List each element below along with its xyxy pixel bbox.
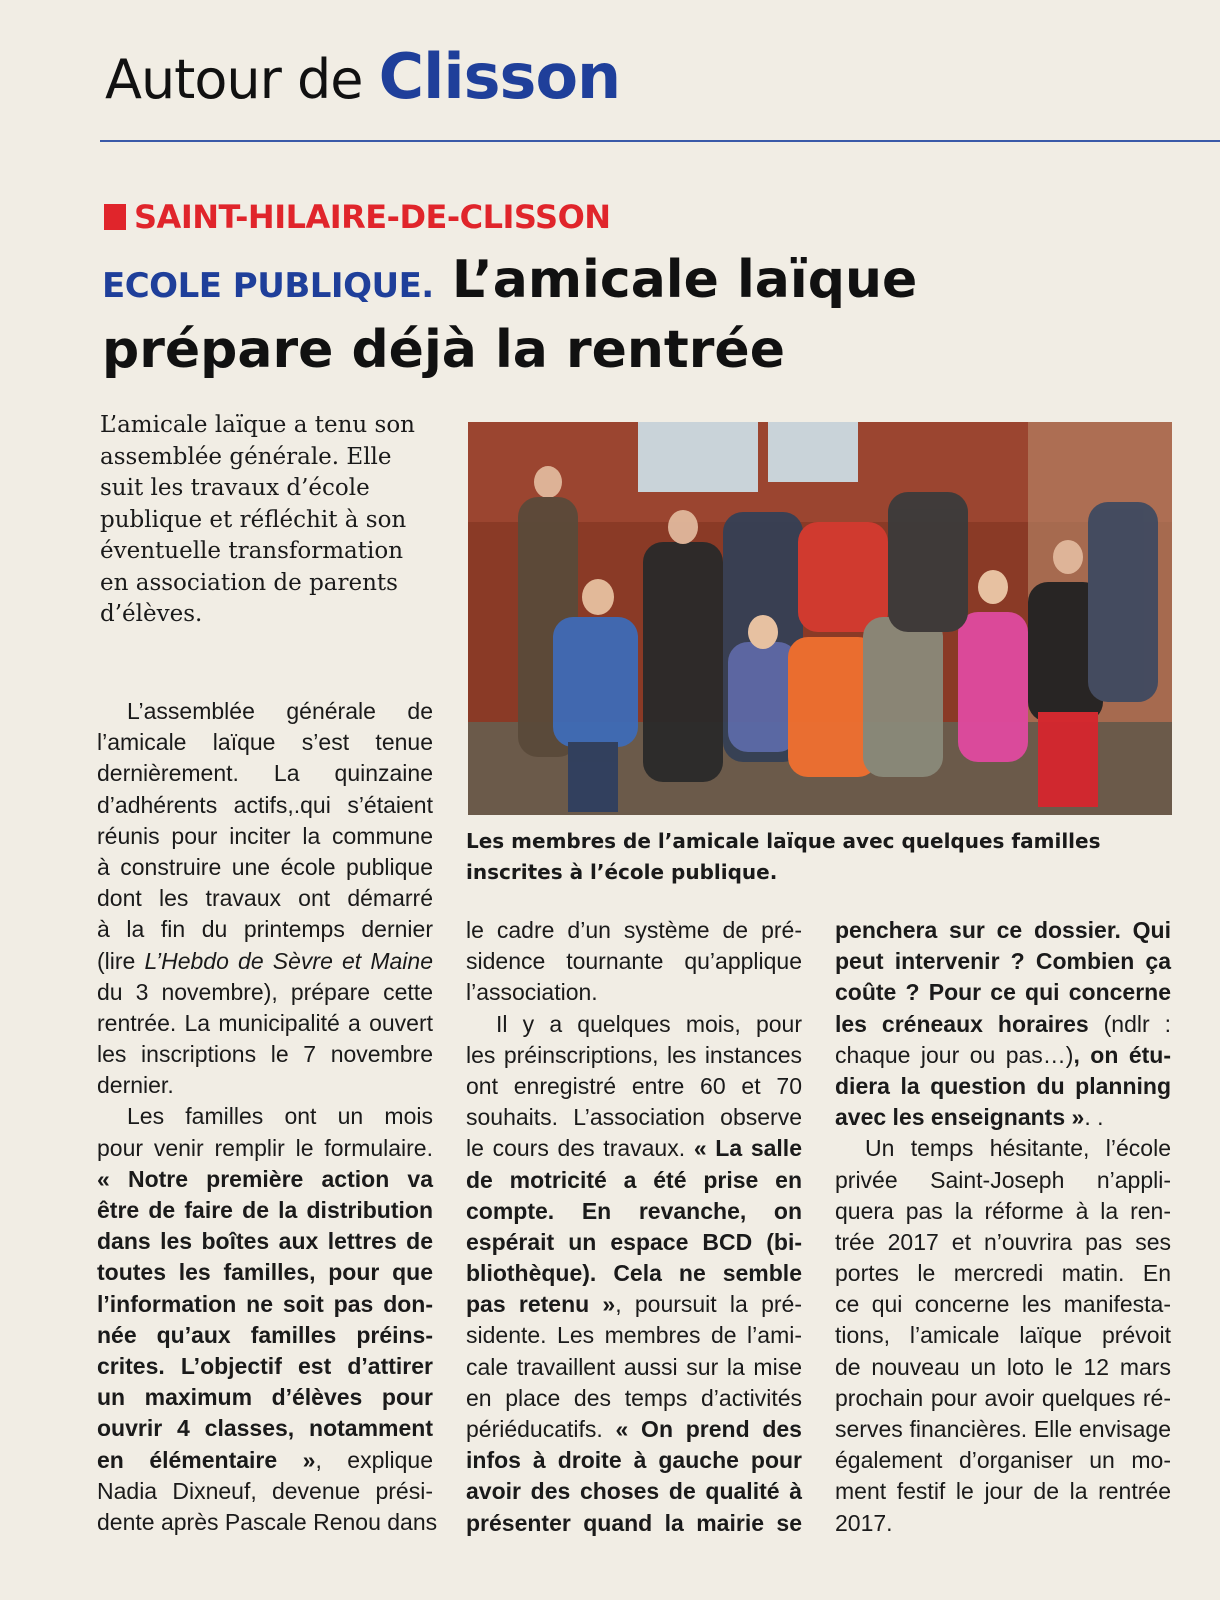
text-line: [466, 1414, 802, 1445]
text-segment: d’adhérents actifs,.qui s’étaient: [97, 791, 433, 818]
text-segment: privée Saint-Joseph n’appli-: [835, 1166, 1171, 1193]
headline-line2: prépare déjà la rentrée: [102, 320, 785, 380]
text-segment: cale travaillent aussi sur la mise: [466, 1353, 802, 1380]
text-segment: les inscriptions le 7 novembre: [97, 1041, 433, 1068]
text-segment: . .: [1084, 1104, 1104, 1131]
text-line: [835, 1445, 1171, 1476]
text-segment: Les familles ont un mois: [127, 1103, 433, 1130]
text-segment: espérait un espace BCD (bi-: [466, 1228, 802, 1255]
article-column-2: [466, 915, 802, 1539]
text-segment: infos à droite à gauche pour: [466, 1447, 802, 1474]
text-line: [835, 946, 1171, 977]
text-segment: être de faire de la distribution: [97, 1197, 433, 1223]
text-segment: peut intervenir ? Combien ça: [835, 948, 1171, 975]
text-line: [835, 1289, 1171, 1320]
text-segment: coûte ? Pour ce qui concerne: [835, 979, 1171, 1006]
text-line: [97, 977, 433, 1008]
text-segment: souhaits. L’association observe: [466, 1104, 802, 1131]
text-segment: l’information ne soit pas don-: [97, 1290, 433, 1317]
text-line: [466, 1445, 802, 1476]
text-segment: pas retenu »: [466, 1291, 616, 1318]
text-segment: périéducatifs.: [466, 1416, 616, 1442]
text-segment: le cours des travaux.: [466, 1135, 694, 1162]
text-segment: de nouveau un loto le 12 mars: [835, 1353, 1171, 1380]
text-line: [97, 946, 433, 977]
text-line: [466, 1227, 802, 1258]
text-line: [97, 1070, 433, 1101]
text-line: [835, 1258, 1171, 1289]
text-segment: , on étu-: [1073, 1041, 1171, 1068]
text-segment: à la fin du printemps dernier: [97, 916, 433, 943]
text-line: [835, 977, 1171, 1008]
publication-title: L’Hebdo de Sèvre et Maine: [144, 947, 433, 974]
text-segment: avoir des choses de qualité à: [466, 1478, 802, 1505]
text-segment: serves financières. Elle envisage: [835, 1416, 1171, 1442]
text-segment: ce qui concerne les manifesta-: [835, 1291, 1171, 1318]
text-line: [97, 1133, 433, 1164]
text-line: [97, 1164, 433, 1195]
text-segment: présenter quand la mairie se: [466, 1509, 802, 1536]
text-segment: avec les enseignants »: [835, 1104, 1085, 1131]
text-line: [835, 1383, 1171, 1414]
text-line: [97, 1101, 433, 1132]
text-line: [97, 1195, 433, 1226]
text-segment: (ndlr :: [1088, 1010, 1171, 1037]
text-line: [97, 1289, 433, 1320]
text-line: [97, 1413, 433, 1444]
text-segment: quera pas la réforme à la ren-: [835, 1197, 1171, 1224]
text-line: [97, 1382, 433, 1413]
text-segment: Nadia Dixneuf, devenue prési-: [97, 1477, 433, 1504]
lead-paragraph: L’amicale laïque a tenu son assemblée générale. Elle suit les travaux d’école publique et réfléchit à son éventuelle transformation en association de parents d’élèves.: [100, 412, 415, 627]
text-line: [466, 1258, 802, 1289]
text-line: [97, 852, 433, 883]
section-rule: [100, 140, 1220, 142]
text-segment: dont les travaux ont démarré: [97, 885, 433, 912]
text-line: [835, 1508, 1171, 1539]
text-line: [466, 1352, 802, 1383]
text-segment: à construire une école publique: [97, 853, 433, 880]
text-segment: du 3 novembre), prépare cette: [97, 978, 433, 1005]
kicker: [104, 198, 611, 236]
headline-line1: L’amicale laïque: [451, 250, 918, 310]
text-line: [835, 1227, 1171, 1258]
text-line: [466, 977, 802, 1008]
text-line: [97, 821, 433, 852]
text-segment: les créneaux horaires: [835, 1010, 1089, 1037]
text-segment: un maximum d’élèves pour: [97, 1384, 433, 1411]
text-segment: l’association.: [466, 979, 598, 1006]
text-line: [97, 1008, 433, 1039]
text-segment: portes le mercredi matin. En: [835, 1260, 1171, 1287]
text-segment: de motricité a été prise en: [466, 1166, 802, 1193]
text-line: [466, 1071, 802, 1102]
text-segment: trée 2017 et n’ouvrira pas ses: [835, 1228, 1171, 1255]
text-line: [835, 1414, 1171, 1445]
text-segment: crites. L’objectif est d’attirer: [97, 1352, 433, 1379]
text-segment: en élémentaire »: [97, 1446, 316, 1473]
text-segment: toutes les familles, pour que: [97, 1259, 433, 1286]
text-segment: sidente. Les membres de l’ami-: [466, 1322, 802, 1349]
text-segment: 2017.: [835, 1509, 893, 1536]
section-city: Clisson: [378, 40, 621, 113]
article-column-1: [97, 696, 438, 1538]
headline-label: ECOLE PUBLIQUE.: [102, 266, 434, 306]
text-line: [97, 1039, 433, 1070]
text-line: [97, 883, 433, 914]
text-line: [466, 1133, 802, 1164]
text-segment: prochain pour avoir quelques ré-: [835, 1384, 1171, 1411]
text-segment: ont enregistré entre 60 et 70: [466, 1072, 802, 1099]
text-line: [835, 1476, 1171, 1507]
text-segment: , poursuit la pré-: [615, 1291, 802, 1318]
text-line: [835, 1040, 1171, 1071]
text-line: [97, 914, 433, 945]
text-segment: ouvrir 4 classes, notamment: [97, 1415, 433, 1442]
kicker-square-icon: [104, 204, 126, 230]
text-line: [97, 1351, 433, 1382]
text-line: [466, 1165, 802, 1196]
text-line: [466, 1196, 802, 1227]
text-line: [97, 1507, 438, 1538]
text-line: [835, 1320, 1171, 1351]
text-line: [835, 1133, 1171, 1164]
text-segment: (lire: [97, 947, 145, 974]
text-line: [466, 1383, 802, 1414]
text-segment: sidence tournante qu’applique: [466, 948, 802, 975]
text-segment: également d’organiser un mo-: [835, 1447, 1171, 1474]
headline: [102, 248, 1192, 382]
text-line: [466, 1476, 802, 1507]
text-line: [835, 1352, 1171, 1383]
text-line: [97, 696, 433, 727]
text-segment: dans les boîtes aux lettres de: [97, 1228, 433, 1255]
text-segment: dente après Pascale Renou dans: [97, 1508, 438, 1535]
text-segment: « La salle: [693, 1135, 802, 1162]
text-segment: chaque jour ou pas…): [835, 1041, 1074, 1068]
text-segment: les préinscriptions, les instances: [466, 1041, 802, 1068]
text-segment: , explique: [315, 1446, 433, 1473]
text-segment: ment festif le jour de la rentrée: [835, 1478, 1171, 1505]
text-segment: réunis pour inciter la commune: [97, 822, 433, 849]
text-line: [835, 1165, 1171, 1196]
text-line: [466, 1040, 802, 1071]
text-segment: bliothèque). Cela ne semble: [466, 1260, 802, 1287]
text-line: [466, 1320, 802, 1351]
text-segment: Il y a quelques mois, pour: [496, 1010, 802, 1037]
text-line: [466, 1102, 802, 1133]
text-line: [97, 1257, 433, 1288]
text-segment: « On prend des: [615, 1416, 802, 1442]
kicker-text: SAINT-HILAIRE-DE-CLISSON: [134, 198, 611, 236]
text-line: [466, 946, 802, 977]
text-line: [835, 1071, 1171, 1102]
text-segment: Un temps hésitante, l’école: [865, 1135, 1171, 1162]
text-segment: pour venir remplir le formulaire.: [97, 1134, 433, 1161]
text-segment: l’amicale laïque s’est tenue: [97, 729, 433, 756]
text-segment: penchera sur ce dossier. Qui: [835, 917, 1171, 943]
section-header: [105, 40, 620, 113]
text-segment: tions, l’amicale laïque prévoit: [835, 1322, 1171, 1349]
text-segment: née qu’aux familles préins-: [97, 1321, 433, 1348]
text-line: [97, 1226, 433, 1257]
text-segment: « Notre première action va: [97, 1165, 433, 1192]
text-line: [97, 790, 433, 821]
text-segment: dernièrement. La quinzaine: [97, 760, 433, 787]
text-segment: L’assemblée générale de: [127, 698, 433, 724]
section-prefix: Autour de: [105, 48, 363, 111]
text-line: [466, 1508, 802, 1539]
text-line: [97, 758, 433, 789]
text-line: [97, 727, 433, 758]
text-line: [97, 1320, 433, 1351]
text-line: [466, 1009, 802, 1040]
text-line: [466, 1289, 802, 1320]
text-segment: diera la question du planning: [835, 1072, 1171, 1099]
text-segment: rentrée. La municipalité a ouvert: [97, 1009, 433, 1036]
text-segment: compte. En revanche, on: [466, 1197, 802, 1224]
article-column-3: [835, 915, 1171, 1539]
photo-caption: Les membres de l’amicale laïque avec quelques familles inscrites à l’école publique.: [466, 829, 1101, 884]
text-segment: dernier.: [97, 1072, 174, 1099]
text-line: [466, 915, 802, 946]
group-photo: [468, 422, 1172, 815]
text-line: [835, 1102, 1171, 1133]
text-segment: en place des temps d’activités: [466, 1384, 802, 1411]
text-line: [835, 1196, 1171, 1227]
text-segment: le cadre d’un système de pré-: [466, 917, 802, 943]
text-line: [835, 1009, 1171, 1040]
text-line: [97, 1445, 433, 1476]
text-line: [97, 1476, 433, 1507]
text-line: [835, 915, 1171, 946]
